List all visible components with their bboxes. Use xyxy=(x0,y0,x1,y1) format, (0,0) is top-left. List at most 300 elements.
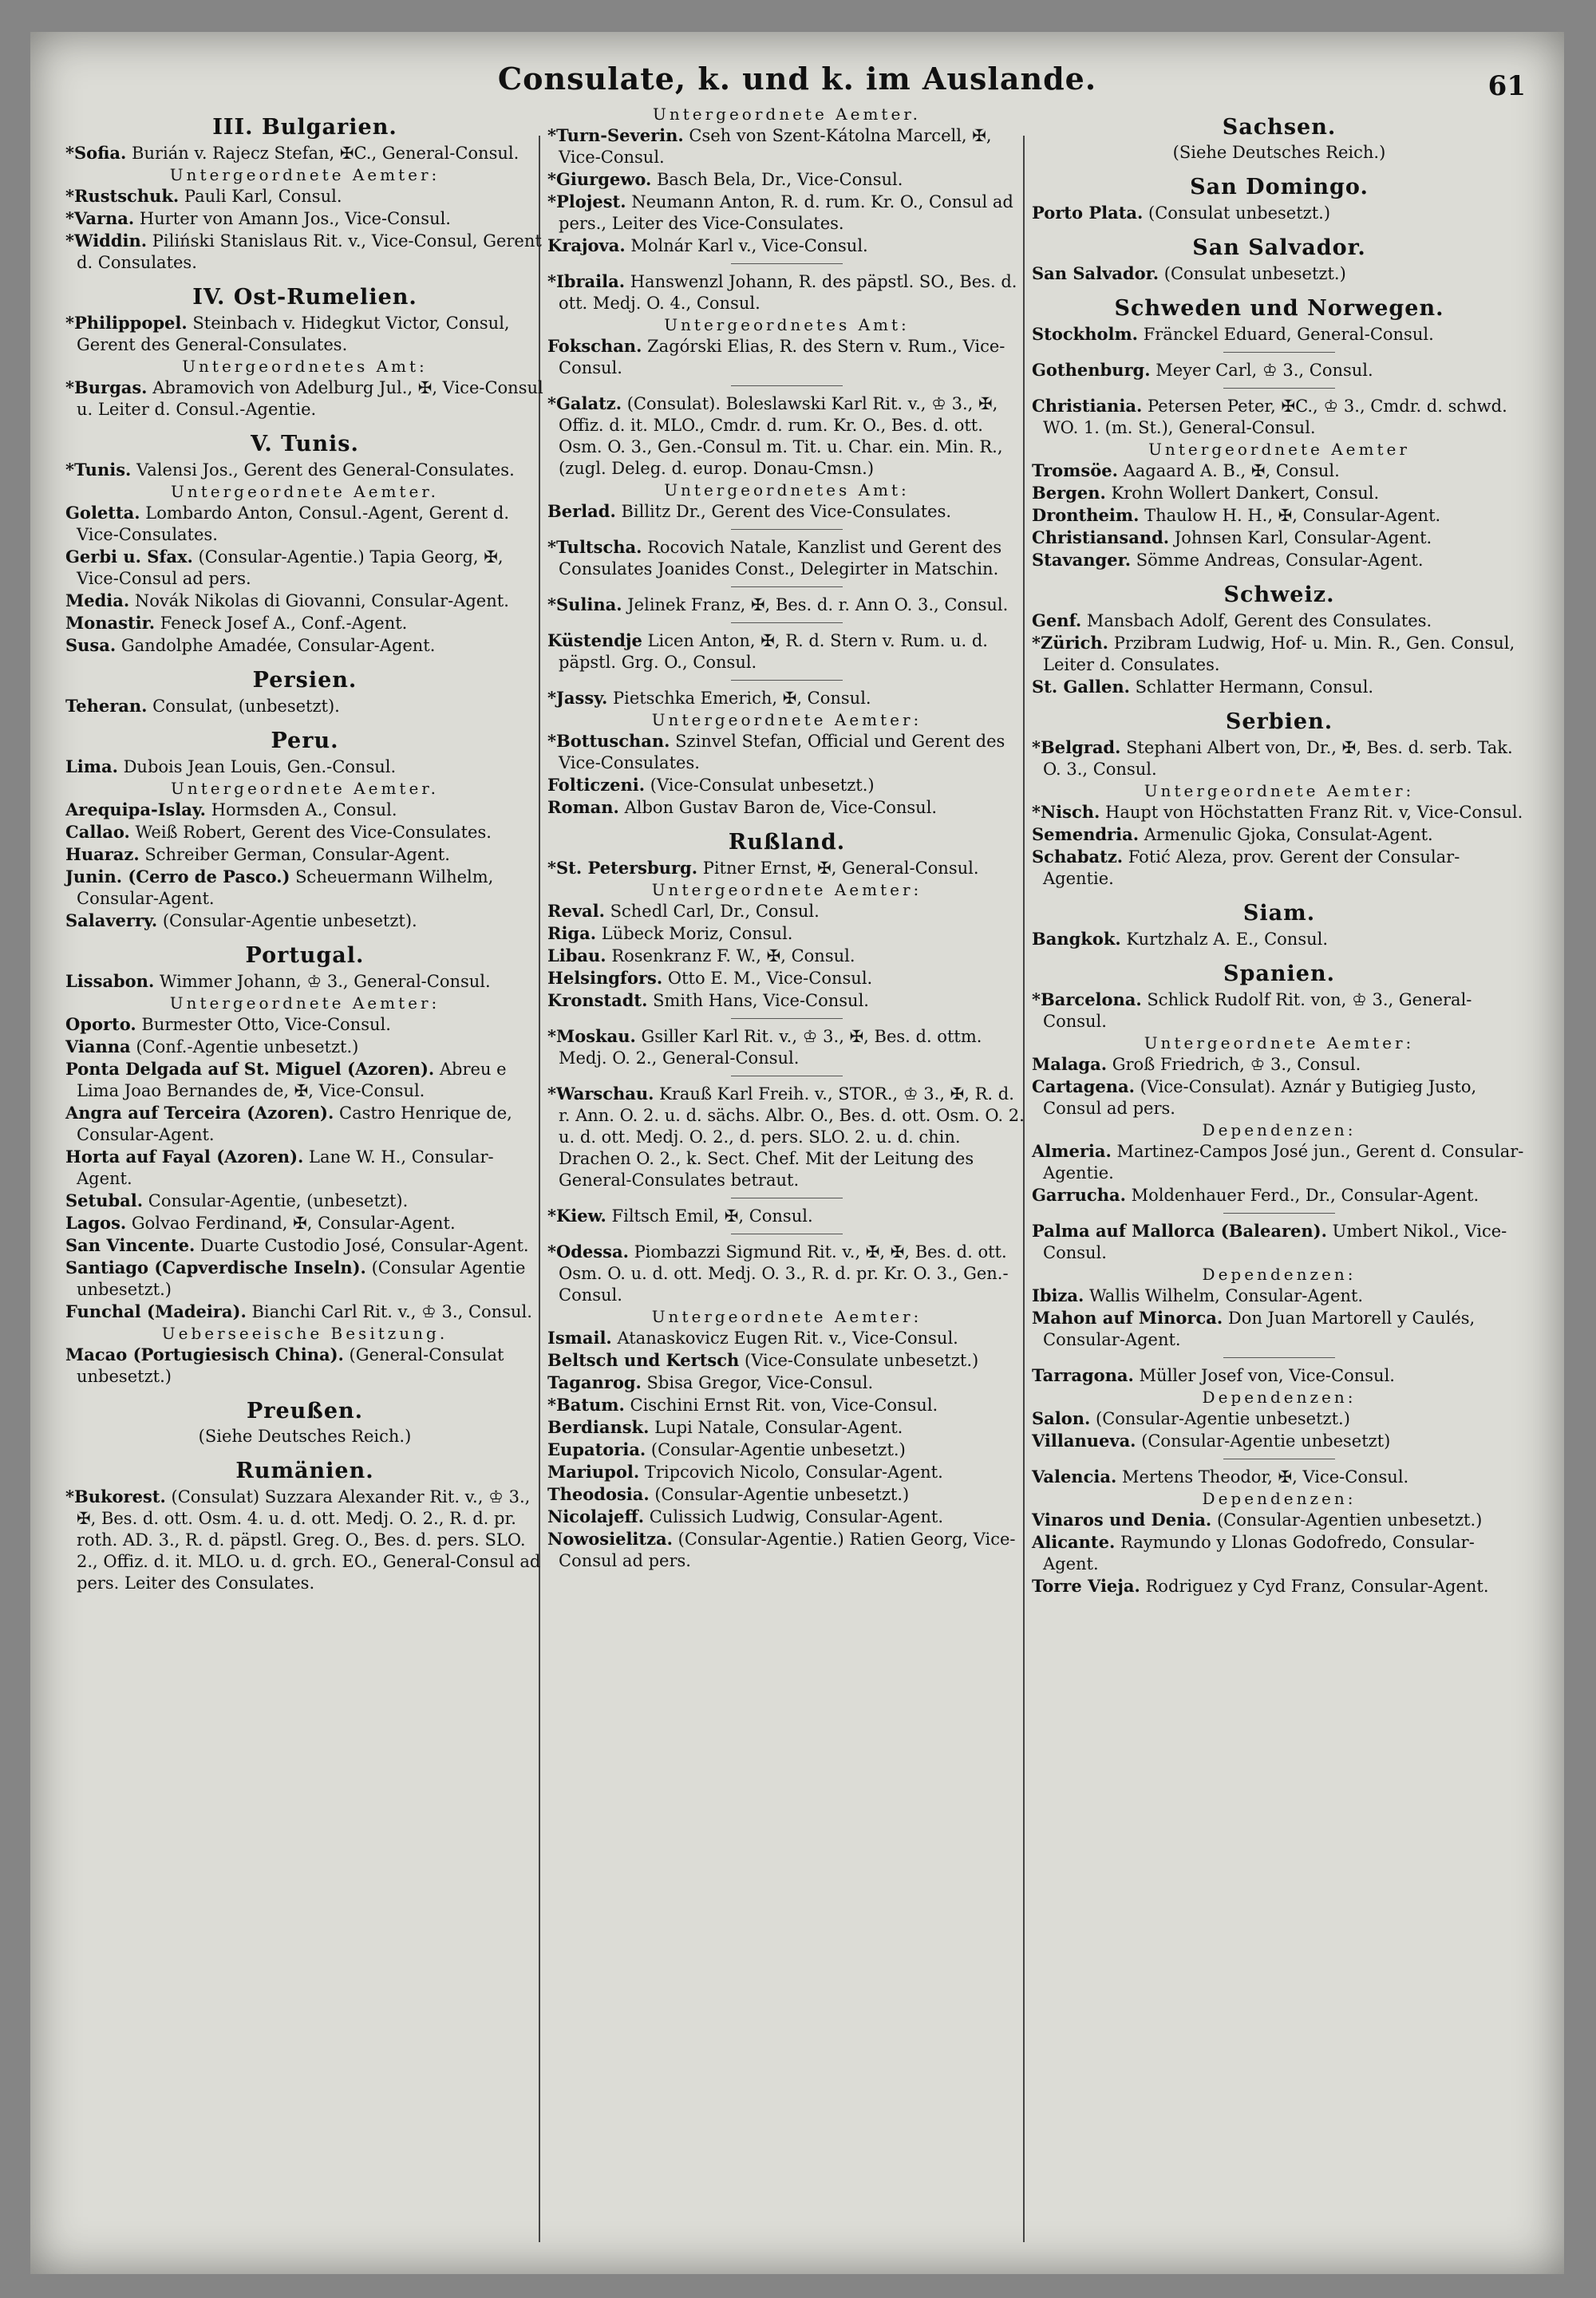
entry-details: (Consulat unbesetzt.) xyxy=(1163,264,1346,283)
entry-details: Novák Nikolas di Giovanni, Consular-Agent. xyxy=(134,591,509,610)
entry-details: Fränckel Eduard, General-Consul. xyxy=(1143,325,1434,344)
entry-details: Wimmer Johann, ♔ 3., General-Consul. xyxy=(159,972,491,991)
entry-place: *Burgas. xyxy=(65,377,148,397)
consulate-entry xyxy=(65,1013,544,1036)
country-heading: Portugal. xyxy=(245,943,365,968)
consulate-entry xyxy=(547,1241,1026,1306)
entry-details: Abramovich von Adelburg Jul., ✠, Vice-Consul u. Leiter d. Consul.-Agentie. xyxy=(77,378,543,419)
entry-details: Steinbach v. Hidegkut Victor, Consul, Gerent des General-Consulates. xyxy=(77,314,510,354)
entry-details: Atanaskovicz Eugen Rit. v., Vice-Consul. xyxy=(617,1329,958,1348)
consulate-entry xyxy=(1032,676,1527,698)
consulate-entry xyxy=(65,821,544,843)
entry-details: Johnsen Karl, Consular-Agent. xyxy=(1174,528,1432,547)
country-heading: Rumänien. xyxy=(235,1459,374,1483)
entry-details: Lane W. H., Consular-Agent. xyxy=(77,1147,494,1188)
entry-details: Hanswenzl Johann, R. des päpstl. SO., Bes. d. ott. Medj. O. 4., Consul. xyxy=(559,272,1017,313)
entry-details: Martinez-Campos José jun., Gerent d. Consular-Agentie. xyxy=(1043,1142,1524,1183)
entry-details: (Consular-Agentie.) Ratien Georg, Vice-Consul ad pers. xyxy=(559,1530,1016,1570)
consulate-entry xyxy=(1032,632,1527,676)
entry-place: Horta auf Fayal (Azoren). xyxy=(65,1147,304,1167)
entry-details: Groß Friedrich, ♔ 3., Consul. xyxy=(1112,1055,1361,1074)
consulate-entry xyxy=(65,910,544,932)
entry-place: *Rustschuk. xyxy=(65,186,180,206)
entry-place: Stockholm. xyxy=(1032,324,1138,344)
consulate-entry xyxy=(65,1344,544,1388)
section-subheading: Untergeordnetes Amt: xyxy=(664,480,910,499)
consulate-entry xyxy=(547,857,1026,879)
consulate-entry xyxy=(547,630,1026,673)
consulate-entry xyxy=(1032,1140,1527,1184)
entry-details: Pauli Karl, Consul. xyxy=(184,187,342,206)
consulate-entry xyxy=(1032,359,1527,381)
entry-details: Umbert Nikol., Vice-Consul. xyxy=(1043,1222,1507,1262)
consulate-entry xyxy=(65,843,544,866)
entry-place: Kronstadt. xyxy=(547,990,648,1010)
entry-details: Gsiller Karl Rit. v., ♔ 3., ✠, Bes. d. ottm. Medj. O. 2., General-Consul. xyxy=(559,1027,982,1068)
consulate-entry xyxy=(547,1349,1026,1372)
consulate-entry xyxy=(1032,1531,1527,1575)
separator-rule xyxy=(731,680,843,681)
entry-place: *Zürich. xyxy=(1032,633,1108,653)
entry-details: Piliński Stanislaus Rit. v., Vice-Consul, Gerent d. Consulates. xyxy=(77,231,542,272)
entry-place: Küstendje xyxy=(547,630,642,650)
entry-details: Raymundo y Llonas Godofredo, Consular-Agent. xyxy=(1043,1533,1475,1573)
consulate-entry xyxy=(547,1025,1026,1069)
entry-details: (Consulat unbesetzt.) xyxy=(1148,203,1331,223)
entry-details: Otto E. M., Vice-Consul. xyxy=(667,969,873,988)
entry-details: Schlick Rudolf Rit. von, ♔ 3., General-Consul. xyxy=(1043,990,1472,1031)
section-subheading: Ueberseeische Besitzung. xyxy=(161,1324,448,1343)
entry-place: *Batum. xyxy=(547,1395,625,1415)
consulate-entry xyxy=(65,207,544,230)
entry-details: Moldenhauer Ferd., Dr., Consular-Agent. xyxy=(1131,1186,1479,1205)
entry-details: Burián v. Rajecz Stefan, ✠C., General-Consul. xyxy=(132,144,519,163)
entry-place: Teheran. xyxy=(65,696,148,716)
entry-place: Tarragona. xyxy=(1032,1365,1134,1385)
entry-place: Salaverry. xyxy=(65,910,158,930)
country-heading: V. Tunis. xyxy=(251,432,359,456)
entry-place: Eupatoria. xyxy=(547,1439,646,1459)
consulate-entry xyxy=(1032,989,1527,1033)
consulate-entry xyxy=(547,900,1026,922)
country-heading: Preußen. xyxy=(246,1399,364,1423)
entry-details: Culissich Ludwig, Consular-Agent. xyxy=(649,1507,943,1526)
entry-place: *Sulina. xyxy=(547,594,622,614)
entry-details: Mansbach Adolf, Gerent des Consulates. xyxy=(1086,611,1432,630)
entry-details: Scheuermann Wilhelm, Consular-Agent. xyxy=(77,867,494,908)
document-page xyxy=(30,32,1564,2274)
entry-details: Stephani Albert von, Dr., ✠, Bes. d. serb. Tak. O. 3., Consul. xyxy=(1043,738,1513,779)
entry-place: Oporto. xyxy=(65,1014,136,1034)
country-heading: Schweden und Norwegen. xyxy=(1114,296,1444,321)
consulate-entry xyxy=(1032,527,1527,549)
entry-details: Thaulow H. H., ✠, Consular-Agent. xyxy=(1144,506,1441,525)
entry-place: Nowosielitza. xyxy=(547,1529,673,1549)
consulate-entry xyxy=(547,989,1026,1012)
consulate-entry xyxy=(547,1083,1026,1191)
entry-details: Weiß Robert, Gerent des Vice-Consulates. xyxy=(135,823,492,842)
country-heading: IV. Ost-Rumelien. xyxy=(192,285,417,310)
entry-place: Huaraz. xyxy=(65,844,140,864)
entry-place: Mahon auf Minorca. xyxy=(1032,1308,1223,1328)
entry-place: Beltsch und Kertsch xyxy=(547,1350,740,1370)
country-heading: Sachsen. xyxy=(1222,115,1337,140)
entry-details: Dubois Jean Louis, Gen.-Consul. xyxy=(123,757,397,776)
country-heading: Schweiz. xyxy=(1223,582,1335,607)
consulate-entry xyxy=(1032,846,1527,890)
entry-place: *Tultscha. xyxy=(547,537,642,557)
consulate-entry xyxy=(547,1461,1026,1483)
entry-place: Reval. xyxy=(547,901,605,921)
entry-place: Bergen. xyxy=(1032,483,1106,503)
entry-details: (Consular-Agentie unbesetzt). xyxy=(162,911,417,930)
entry-place: San Vincente. xyxy=(65,1235,196,1255)
entry-place: Torre Vieja. xyxy=(1032,1576,1140,1596)
entry-details: Bianchi Carl Rit. v., ♔ 3., Consul. xyxy=(251,1302,532,1321)
consulate-entry xyxy=(65,1301,544,1323)
consulate-entry xyxy=(547,1439,1026,1461)
section-subheading: Dependenzen: xyxy=(1202,1265,1357,1284)
entry-place: Riga. xyxy=(547,923,597,943)
separator-rule xyxy=(731,385,843,386)
entry-place: *Barcelona. xyxy=(1032,989,1142,1009)
entry-place: Gerbi u. Sfax. xyxy=(65,547,193,567)
country-heading: Peru. xyxy=(271,728,339,753)
cross-reference-note: (Siehe Deutsches Reich.) xyxy=(1172,143,1386,162)
section-subheading: Dependenzen: xyxy=(1202,1489,1357,1508)
entry-details: Zagórski Elias, R. des Stern v. Rum., Vice-Consul. xyxy=(559,337,1005,377)
consulate-entry xyxy=(547,1416,1026,1439)
entry-details: Schreiber German, Consular-Agent. xyxy=(144,845,450,864)
entry-details: Jelinek Franz, ✠, Bes. d. r. Ann O. 3., Consul. xyxy=(627,595,1009,614)
consulate-entry xyxy=(65,185,544,207)
consulate-entry xyxy=(547,1506,1026,1528)
consulate-entry xyxy=(547,335,1026,379)
consulate-entry xyxy=(547,1205,1026,1227)
entry-place: Santiago (Capverdische Inseln). xyxy=(65,1258,366,1277)
entry-place: Gothenburg. xyxy=(1032,360,1151,380)
entry-details: Tripcovich Nicolo, Consular-Agent. xyxy=(644,1463,943,1482)
consulate-entry xyxy=(65,1058,544,1102)
consulate-entry xyxy=(65,1146,544,1190)
entry-details: (Consulat). Boleslawski Karl Rit. v., ♔ 3., ✠, Offiz. d. it. MLO., Cmdr. d. rum. Kr. O., Bes. d. ott. Osm. O. 3., Gen.-Consul m. Tit. u. Char. ein. Min. R., (zugl. Deleg. d. europ. Donau-Cmsn.) xyxy=(559,394,1003,478)
entry-place: Funchal (Madeira). xyxy=(65,1301,247,1321)
entry-place: Cartagena. xyxy=(1032,1076,1135,1096)
consulate-entry xyxy=(1032,482,1527,504)
entry-place: St. Gallen. xyxy=(1032,677,1130,697)
consulate-entry xyxy=(65,1212,544,1234)
separator-rule xyxy=(1223,388,1335,389)
entry-details: Petersen Peter, ✠C., ♔ 3., Cmdr. d. schwd. WO. 1. (m. St.), General-Consul. xyxy=(1043,397,1507,437)
entry-place: Media. xyxy=(65,590,130,610)
entry-place: *Turn-Severin. xyxy=(547,125,684,145)
entry-details: Billitz Dr., Gerent des Vice-Consulates. xyxy=(621,502,952,521)
consulate-entry xyxy=(1032,801,1527,823)
consulate-entry xyxy=(547,967,1026,989)
section-subheading: Dependenzen: xyxy=(1202,1120,1357,1139)
consulate-entry xyxy=(1032,1307,1527,1351)
entry-details: (Consular-Agentie unbesetzt.) xyxy=(650,1440,906,1459)
consulate-entry xyxy=(1032,928,1527,950)
entry-details: Hurter von Amann Jos., Vice-Consul. xyxy=(139,209,451,228)
entry-place: Semendria. xyxy=(1032,824,1140,844)
entry-place: *Galatz. xyxy=(547,393,622,413)
entry-details: Rodriguez y Cyd Franz, Consular-Agent. xyxy=(1145,1577,1489,1596)
entry-place: *Bukorest. xyxy=(65,1487,166,1506)
entry-details: (Consular-Agentie unbesetzt.) xyxy=(1096,1409,1350,1428)
entry-details: (Consulat) Suzzara Alexander Rit. v., ♔ 3., ✠, Bes. d. ott. Osm. 4. u. d. ott. Medj. O. 2., R. d. pr. roth. AD. 3., R. d. päpstl. Greg. O., Bes. d. pers. SLO. 2., Offiz. d. it. MLO. u. d. grch. EO., General-Consul ad pers. Leiter des Consulates. xyxy=(77,1487,541,1593)
entry-details: Lupi Natale, Consular-Agent. xyxy=(654,1418,903,1437)
entry-place: *Philippopel. xyxy=(65,313,188,333)
country-heading: Persien. xyxy=(252,668,358,693)
consulate-entry xyxy=(65,1036,544,1058)
entry-place: Helsingfors. xyxy=(547,968,663,988)
section-subheading: Untergeordnete Aemter. xyxy=(171,482,439,501)
entry-place: Villanueva. xyxy=(1032,1431,1136,1451)
consulate-entry xyxy=(547,270,1026,314)
entry-details: Müller Josef von, Vice-Consul. xyxy=(1139,1366,1395,1385)
entry-details: Smith Hans, Vice-Consul. xyxy=(653,991,869,1010)
consulate-entry xyxy=(1032,1285,1527,1307)
entry-place: Christiansand. xyxy=(1032,527,1170,547)
consulate-entry xyxy=(547,393,1026,480)
entry-details: Cseh von Szent-Kátolna Marcell, ✠, Vice-Consul. xyxy=(559,126,992,167)
separator-rule xyxy=(731,622,843,623)
entry-place: Monastir. xyxy=(65,613,156,633)
consulate-entry xyxy=(1032,395,1527,439)
entry-details: Aagaard A. B., ✠, Consul. xyxy=(1123,461,1340,480)
entry-details: Neumann Anton, R. d. rum. Kr. O., Consul ad pers., Leiter des Vice-Consulates. xyxy=(559,192,1013,233)
entry-details: Schlatter Hermann, Consul. xyxy=(1135,677,1374,697)
entry-details: Szinvel Stefan, Official und Gerent des Vice-Consulates. xyxy=(559,732,1005,772)
entry-details: Sömme Andreas, Consular-Agent. xyxy=(1136,551,1424,570)
entry-place: *Giurgewo. xyxy=(547,169,652,189)
consulate-entry xyxy=(1032,1575,1527,1597)
entry-place: Setubal. xyxy=(65,1190,144,1210)
entry-details: Albon Gustav Baron de, Vice-Consul. xyxy=(624,798,938,817)
entry-place: Tromsöe. xyxy=(1032,460,1118,480)
entry-details: Rosenkranz F. W., ✠, Consul. xyxy=(611,946,855,965)
entry-details: (Vice-Consulat). Aznár y Butigieg Justo, Consul ad pers. xyxy=(1043,1077,1477,1118)
section-subheading: Untergeordnete Aemter: xyxy=(651,710,922,729)
consulate-entry xyxy=(1032,610,1527,632)
consulate-entry xyxy=(65,799,544,821)
consulate-entry xyxy=(1032,1408,1527,1430)
consulate-entry xyxy=(547,1528,1026,1572)
entry-place: *Sofia. xyxy=(65,143,127,163)
entry-place: Lissabon. xyxy=(65,971,155,991)
entry-details: Lombardo Anton, Consul.-Agent, Gerent d. Vice-Consulates. xyxy=(77,503,510,544)
section-subheading: Untergeordnete Aemter: xyxy=(1144,1033,1415,1052)
section-subheading: Untergeordnete Aemter xyxy=(1148,440,1410,459)
consulate-entry xyxy=(547,124,1026,168)
entry-place: *Tunis. xyxy=(65,460,132,480)
consulate-entry xyxy=(547,500,1026,523)
entry-details: Gandolphe Amadée, Consular-Agent. xyxy=(120,636,436,655)
consulate-entry xyxy=(547,191,1026,235)
entry-details: Consulat, (unbesetzt). xyxy=(152,697,340,716)
column-1 xyxy=(65,104,544,1594)
section-subheading: Untergeordnete Aemter: xyxy=(169,993,440,1013)
entry-place: San Salvador. xyxy=(1032,263,1159,283)
entry-details: Valensi Jos., Gerent des General-Consulates. xyxy=(136,460,515,480)
entry-place: *Jassy. xyxy=(547,688,608,708)
consulate-entry xyxy=(65,612,544,634)
entry-place: Drontheim. xyxy=(1032,505,1140,525)
entry-details: Pietschka Emerich, ✠, Consul. xyxy=(612,689,871,708)
entry-details: (Consular-Agentien unbesetzt.) xyxy=(1216,1510,1483,1530)
consulate-entry xyxy=(547,730,1026,774)
consulate-entry xyxy=(1032,323,1527,345)
page-number: 61 xyxy=(1487,70,1526,102)
entry-place: Theodosia. xyxy=(547,1484,650,1504)
consulate-entry xyxy=(65,546,544,590)
consulate-entry xyxy=(547,796,1026,819)
section-subheading: Untergeordnete Aemter: xyxy=(1144,781,1415,800)
consulate-entry xyxy=(1032,1076,1527,1119)
entry-place: Vinaros und Denia. xyxy=(1032,1510,1212,1530)
entry-place: Fokschan. xyxy=(547,336,642,356)
entry-place: Ismail. xyxy=(547,1328,612,1348)
consulate-entry xyxy=(1032,823,1527,846)
entry-details: Krohn Wollert Dankert, Consul. xyxy=(1111,484,1380,503)
entry-place: Lagos. xyxy=(65,1213,127,1233)
entry-details: Cischini Ernst Rit. von, Vice-Consul. xyxy=(630,1396,938,1415)
separator-rule xyxy=(1223,352,1335,353)
entry-place: Schabatz. xyxy=(1032,847,1124,867)
section-subheading: Untergeordnetes Amt: xyxy=(182,357,428,376)
entry-details: Molnár Karl v., Vice-Consul. xyxy=(630,236,868,255)
entry-place: Callao. xyxy=(65,822,130,842)
entry-place: Stavanger. xyxy=(1032,550,1132,570)
consulate-entry xyxy=(1032,460,1527,482)
entry-place: *Kiew. xyxy=(547,1206,606,1226)
separator-rule xyxy=(1223,1357,1335,1358)
consulate-entry xyxy=(1032,1053,1527,1076)
entry-place: Garrucha. xyxy=(1032,1185,1126,1205)
entry-details: (Consular Agentie unbesetzt.) xyxy=(77,1258,526,1299)
consulate-entry xyxy=(65,312,544,356)
entry-place: Palma auf Mallorca (Balearen). xyxy=(1032,1221,1327,1241)
consulate-entry xyxy=(65,1190,544,1212)
column-2 xyxy=(547,104,1026,1572)
country-heading: Spanien. xyxy=(1223,961,1335,986)
consulate-entry xyxy=(547,168,1026,191)
entry-details: Licen Anton, ✠, R. d. Stern v. Rum. u. d. päpstl. Grg. O., Consul. xyxy=(559,631,988,672)
entry-place: *Varna. xyxy=(65,208,135,228)
entry-place: Macao (Portugiesisch China). xyxy=(65,1344,344,1364)
country-heading: San Salvador. xyxy=(1192,235,1366,260)
entry-details: (General-Consulat unbesetzt.) xyxy=(77,1345,504,1386)
separator-rule xyxy=(731,263,843,264)
entry-details: Haupt von Höchstatten Franz Rit. v, Vice-Consul. xyxy=(1105,803,1523,822)
entry-details: Meyer Carl, ♔ 3., Consul. xyxy=(1156,361,1373,380)
running-title: Consulate, k. und k. im Auslande. xyxy=(497,61,1097,97)
separator-rule xyxy=(731,586,843,587)
consulate-entry xyxy=(547,1327,1026,1349)
entry-details: Przibram Ludwig, Hof- u. Min. R., Gen. Consul, Leiter d. Consulates. xyxy=(1043,634,1515,674)
entry-place: Arequipa-Islay. xyxy=(65,800,206,819)
consulate-entry xyxy=(1032,504,1527,527)
consulate-entry xyxy=(547,922,1026,945)
consulate-entry xyxy=(65,970,544,993)
section-subheading: Dependenzen: xyxy=(1202,1388,1357,1407)
entry-details: Filtsch Emil, ✠, Consul. xyxy=(611,1206,813,1226)
consulate-entry xyxy=(1032,1220,1527,1264)
consulate-entry xyxy=(547,235,1026,257)
entry-place: *Belgrad. xyxy=(1032,737,1121,757)
entry-details: Golvao Ferdinand, ✠, Consular-Agent. xyxy=(131,1214,456,1233)
consulate-entry xyxy=(65,1102,544,1146)
consulate-entry xyxy=(65,866,544,910)
entry-place: Susa. xyxy=(65,635,117,655)
consulate-entry xyxy=(65,502,544,546)
entry-place: *Nisch. xyxy=(1032,802,1100,822)
entry-place: *St. Petersburg. xyxy=(547,858,698,878)
consulate-entry xyxy=(65,634,544,657)
entry-place: *Widdin. xyxy=(65,231,148,251)
consulate-entry xyxy=(1032,202,1527,224)
entry-details: Schedl Carl, Dr., Consul. xyxy=(610,902,820,921)
entry-details: (Consular-Agentie unbesetzt) xyxy=(1141,1431,1391,1451)
entry-place: *Odessa. xyxy=(547,1242,629,1262)
consulate-entry xyxy=(1032,1509,1527,1531)
entry-details: (Consular-Agentie.) Tapia Georg, ✠, Vice-Consul ad pers. xyxy=(77,547,504,588)
entry-details: Fotić Aleza, prov. Gerent der Consular-Agentie. xyxy=(1043,847,1460,888)
entry-details: (Vice-Consulate unbesetzt.) xyxy=(745,1351,979,1370)
section-subheading: Untergeordnete Aemter. xyxy=(653,105,921,124)
consulate-entry xyxy=(1032,1430,1527,1452)
entry-details: Hormsden A., Consul. xyxy=(211,800,397,819)
entry-place: Christiania. xyxy=(1032,396,1143,416)
section-subheading: Untergeordnete Aemter: xyxy=(651,880,922,899)
entry-place: Genf. xyxy=(1032,610,1082,630)
country-heading: Serbien. xyxy=(1225,709,1333,734)
country-heading: III. Bulgarien. xyxy=(212,115,397,140)
consulate-entry xyxy=(65,695,544,717)
entry-place: Angra auf Terceira (Azoren). xyxy=(65,1103,334,1123)
entry-details: Krauß Karl Freih. v., STOR., ♔ 3., ✠, R. d. r. Ann. O. 2. u. d. sächs. Albr. O., Bes. d. ott. Osm. O. 2. u. d. ott. Medj. O. 2., d. pers. SLO. 2. u. d. chin. Drachen O. 2., k. Sect. Chef. Mit der Leitung des General-Consulates betraut. xyxy=(559,1084,1025,1190)
entry-place: *Plojest. xyxy=(547,192,626,211)
entry-place: Taganrog. xyxy=(547,1372,642,1392)
consulate-entry xyxy=(1032,1184,1527,1206)
entry-place: Libau. xyxy=(547,946,606,965)
separator-rule xyxy=(731,1018,843,1019)
consulate-entry xyxy=(547,687,1026,709)
entry-place: Berlad. xyxy=(547,501,616,521)
entry-place: Mariupol. xyxy=(547,1462,640,1482)
entry-details: Burmester Otto, Vice-Consul. xyxy=(141,1015,391,1034)
country-heading: Rußland. xyxy=(728,830,846,855)
entry-details: Wallis Wilhelm, Consular-Agent. xyxy=(1089,1286,1364,1305)
entry-place: *Ibraila. xyxy=(547,271,626,291)
entry-details: Consular-Agentie, (unbesetzt). xyxy=(148,1191,409,1210)
entry-place: Lima. xyxy=(65,756,118,776)
consulate-entry xyxy=(65,1257,544,1301)
consulate-entry xyxy=(1032,736,1527,780)
consulate-entry xyxy=(1032,549,1527,571)
separator-rule xyxy=(1223,1213,1335,1214)
entry-place: Porto Plata. xyxy=(1032,203,1144,223)
consulate-entry xyxy=(65,230,544,274)
section-subheading: Untergeordnete Aemter. xyxy=(171,779,439,798)
entry-details: Armenulic Gjoka, Consulat-Agent. xyxy=(1144,825,1433,844)
consulate-entry xyxy=(547,945,1026,967)
entry-place: Bangkok. xyxy=(1032,929,1121,949)
entry-details: Don Juan Martorell y Caulés, Consular-Agent. xyxy=(1043,1309,1476,1349)
entry-place: Roman. xyxy=(547,797,619,817)
entry-details: Rocovich Natale, Kanzlist und Gerent des Consulates Joanides Const., Delegirter in Matschin. xyxy=(559,538,1002,578)
